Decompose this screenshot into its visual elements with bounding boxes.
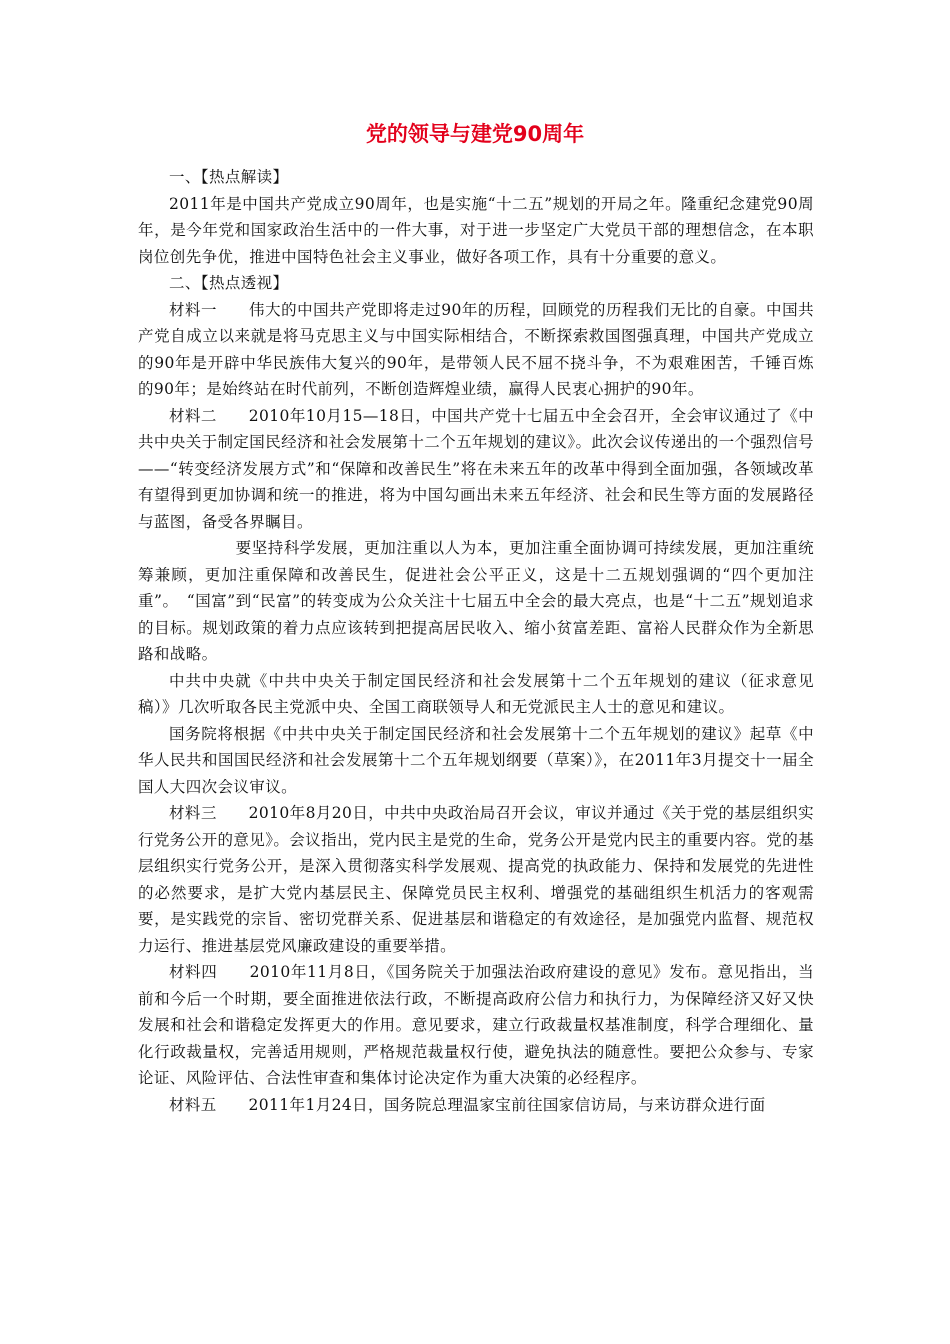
paragraph-material-5: 材料五 2011年1月24日，国务院总理温家宝前往国家信访局，与来访群众进行面 — [169, 1095, 766, 1114]
document-body — [138, 164, 814, 1118]
paragraph-intro: 2011年是中国共产党成立90周年，也是实施“十二五”规划的开局之年。隆重纪念建党90周年，是今年党和国家政治生活中的一件大事，对于进一步坚定广大党员干部的理想信念，在本职岗位创先争优，推进中国特色社会主义事业，做好各项工作，具有十分重要的意义。 — [138, 194, 814, 266]
document-title: 党的领导与建党90周年 — [365, 122, 585, 146]
section-heading-perspective: 二、【热点透视】 — [169, 274, 289, 292]
paragraph-material-2-b: 要坚持科学发展，更加注重以人为本，更加注重全面协调可持续发展，更加注重统筹兼顾，更加注重保障和改善民生，促进社会公平正义，这是十二五规划强调的“四个更加注重”。 “国富”到“民富”的转变成为公众关注十七届五中全会的最大亮点，也是“十二五”规划追求的目标。规划政策的着力点应该转到把提高居民收入、缩小贫富差距、富裕人民群众作为全新思路和战略。 — [138, 539, 814, 663]
section-heading-interpretation: 一、【热点解读】 — [169, 168, 289, 186]
paragraph-material-4: 材料四 2010年11月8日，《国务院关于加强法治政府建设的意见》发布。意见指出，当前和今后一个时期，要全面推进依法行政，不断提高政府公信力和执行力，为保障经济又好又快发展和社会和谐稳定发挥更大的作用。意见要求，建立行政裁量权基准制度，科学合理细化、量化行政裁量权，完善适用规则，严格规范裁量权行使，避免执法的随意性。要把公众参与、专家论证、风险评估、合法性审查和集体讨论决定作为重大决策的必经程序。 — [138, 963, 814, 1087]
paragraph-material-2-c: 中共中央就《中共中央关于制定国民经济和社会发展第十二个五年规划的建议（征求意见稿）》几次听取各民主党派中央、全国工商联领导人和无党派民主人士的意见和建议。 — [138, 671, 814, 716]
paragraph-material-1: 材料一 伟大的中国共产党即将走过90年的历程，回顾党的历程我们无比的自豪。中国共产党自成立以来就是将马克思主义与中国实际相结合，不断探索救国图强真理，中国共产党成立的90年是开辟中华民族伟大复兴的90年，是带领人民不屈不挠斗争，不为艰难困苦，千锤百炼的90年；是始终站在时代前列，不断创造辉煌业绩，赢得人民衷心拥护的90年。 — [138, 300, 814, 398]
paragraph-material-2-d: 国务院将根据《中共中央关于制定国民经济和社会发展第十二个五年规划的建议》起草《中华人民共和国国民经济和社会发展第十二个五年规划纲要（草案）》，在2011年3月提交十一届全国人大四次会议审议。 — [138, 724, 814, 796]
paragraph-material-3: 材料三 2010年8月20日，中共中央政治局召开会议，审议并通过《关于党的基层组织实行党务公开的意见》。会议指出，党内民主是党的生命，党务公开是党内民主的重要内容。党的基层组织实行党务公开，是深入贯彻落实科学发展观、提高党的执政能力、保持和发展党的先进性的必然要求，是扩大党内基层民主、保障党员民主权利、增强党的基础组织生机活力的客观需要，是实践党的宗旨、密切党群关系、促进基层和谐稳定的有效途径，是加强党内监督、规范权力运行、推进基层党风廉政建设的重要举措。 — [138, 804, 814, 955]
paragraph-material-2: 材料二 2010年10月15—18日，中国共产党十七届五中全会召开，全会审议通过了《中共中央关于制定国民经济和社会发展第十二个五年规划的建议》。此次会议传递出的一个强烈信号——“转变经济发展方式”和“保障和改善民生”将在未来五年的改革中得到全面加强，各领域改革有望得到更加协调和统一的推进，将为中国勾画出未来五年经济、社会和民生等方面的发展路径与蓝图，备受各界瞩目。 — [138, 406, 814, 531]
